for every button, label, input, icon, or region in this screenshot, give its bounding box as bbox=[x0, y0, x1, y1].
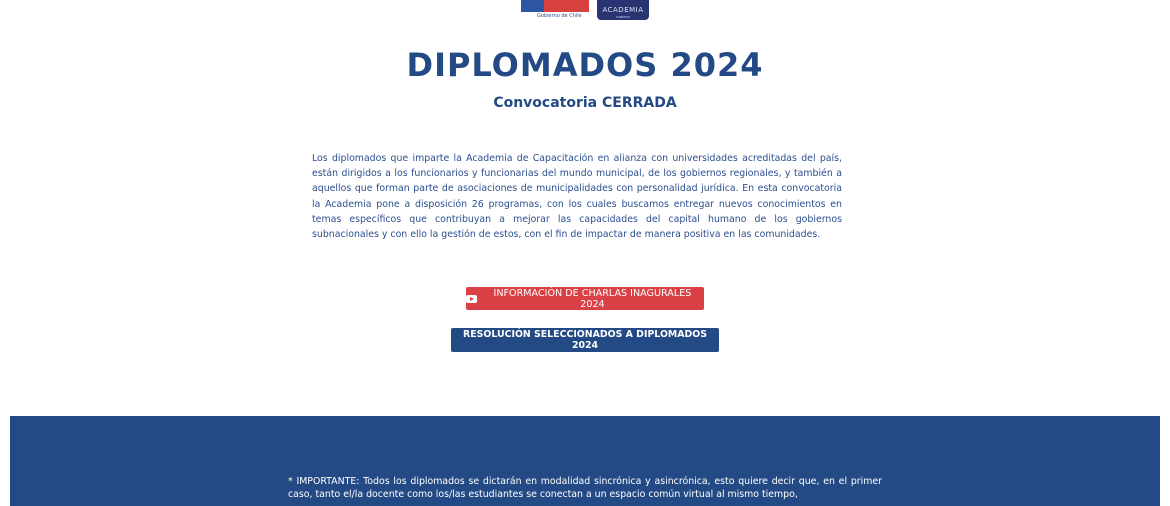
academia-logo-subtext: SUBDERE bbox=[615, 15, 631, 19]
resolucion-button-label: RESOLUCIÓN SELECCIONADOS A DIPLOMADOS 2024 bbox=[462, 329, 708, 351]
intro-paragraph: Los diplomados que imparte la Academia de Capacitación en alianza con universidades acreditadas del país, están dirigidos a los funcionarios y funcionarias del mundo municipal, de los gobiernos regionales, y también a aquellos que forman parte de asociaciones de municipalidades con personalidad jurídica. En esta convocatoria la Academia pone a disposición 26 programas, con los cuales buscamos entregar nuevos conocimientos en temas específicos que contribuyan a mejorar las capacidades del capital humano de los gobiernos subnacionales y con ello la gestión de estos, con el fin de impactar de manera positiva en las comunidades. bbox=[312, 153, 842, 241]
important-notice-text: * IMPORTANTE: Todos los diplomados se dictarán en modalidad sincrónica y asincrónica, esto quiere decir que, en el primer caso, tanto el/la docente como los/las estudiantes se conectan a un espacio común virtual al mismo tiempo, bbox=[288, 476, 882, 500]
flag-red-block bbox=[544, 0, 589, 12]
academia-logo bbox=[597, 0, 649, 20]
page-title: DIPLOMADOS 2024 bbox=[406, 46, 764, 84]
charlas-button-label: INFORMACIÓN DE CHARLAS INAGURALES 2024 bbox=[493, 287, 692, 310]
youtube-icon bbox=[466, 295, 477, 303]
charlas-inaugurales-button[interactable] bbox=[466, 287, 704, 310]
gobierno-de-chile-logo bbox=[521, 0, 589, 20]
academia-logo-text: ACADEMIA bbox=[602, 6, 644, 14]
page-subtitle: Convocatoria CERRADA bbox=[493, 95, 677, 111]
gobierno-logo-caption: Gobierno de Chile bbox=[521, 12, 589, 20]
flag-blue-block bbox=[521, 0, 544, 12]
resolucion-seleccionados-button[interactable] bbox=[451, 328, 719, 352]
